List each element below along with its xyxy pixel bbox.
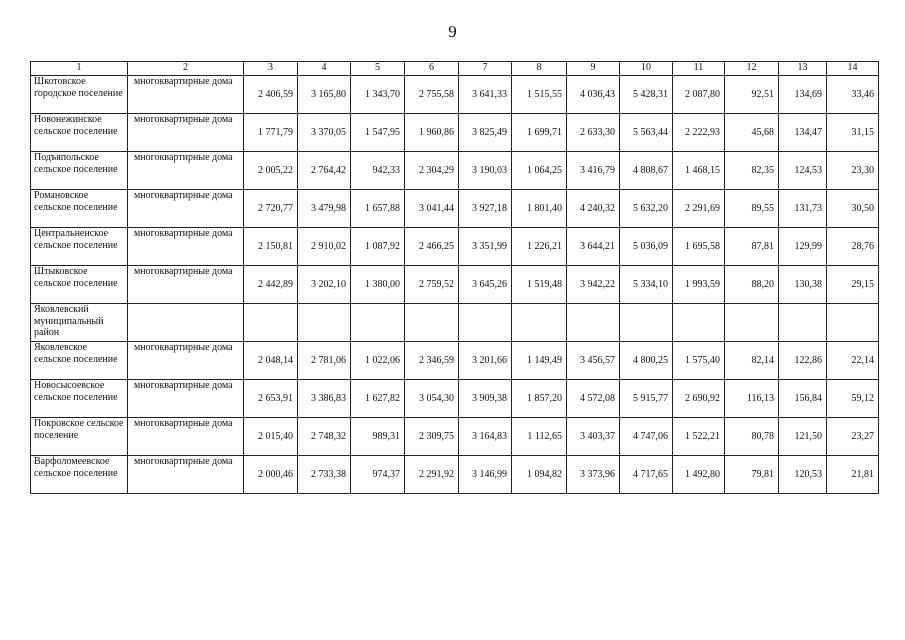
value-cell-col-6	[405, 304, 459, 342]
settlement-name: Яковлевское сельское поселение	[31, 342, 128, 380]
value-cell-col-10: 4 747,06	[620, 418, 673, 456]
column-header-1: 1	[31, 62, 128, 76]
column-header-12: 12	[725, 62, 779, 76]
value-cell-col-12: 82,35	[725, 152, 779, 190]
value-cell-col-14	[827, 304, 879, 342]
table-row	[31, 304, 879, 342]
value-cell-col-4: 2 733,38	[298, 456, 351, 494]
value-cell-col-9: 3 644,21	[567, 228, 620, 266]
value-cell-col-9: 4 036,43	[567, 76, 620, 114]
value-cell-col-14: 23,30	[827, 152, 879, 190]
table-row	[31, 228, 879, 266]
value-cell-col-10: 5 915,77	[620, 380, 673, 418]
housing-type	[128, 304, 244, 342]
settlement-name: Подъяпольское сельское поселение	[31, 152, 128, 190]
column-header-11: 11	[673, 62, 725, 76]
value-cell-col-4: 2 910,02	[298, 228, 351, 266]
value-cell-col-14: 22,14	[827, 342, 879, 380]
value-cell-col-9: 3 456,57	[567, 342, 620, 380]
value-cell-col-8: 1 801,40	[512, 190, 567, 228]
value-cell-col-14: 29,15	[827, 266, 879, 304]
value-cell-col-5: 974,37	[351, 456, 405, 494]
value-cell-col-10: 5 632,20	[620, 190, 673, 228]
value-cell-col-4: 2 764,42	[298, 152, 351, 190]
value-cell-col-11: 1 468,15	[673, 152, 725, 190]
value-cell-col-6: 1 960,86	[405, 114, 459, 152]
value-cell-col-5: 1 657,88	[351, 190, 405, 228]
value-cell-col-13: 134,69	[779, 76, 827, 114]
settlement-name: Новосысоевское сельское поселение	[31, 380, 128, 418]
table-row	[31, 418, 879, 456]
value-cell-col-9: 2 633,30	[567, 114, 620, 152]
page-number: 9	[448, 22, 457, 41]
value-cell-col-5: 1 627,82	[351, 380, 405, 418]
value-cell-col-9: 3 373,96	[567, 456, 620, 494]
value-cell-col-13	[779, 304, 827, 342]
value-cell-col-12: 89,55	[725, 190, 779, 228]
value-cell-col-9	[567, 304, 620, 342]
value-cell-col-4: 3 370,05	[298, 114, 351, 152]
value-cell-col-4	[298, 304, 351, 342]
value-cell-col-5: 989,31	[351, 418, 405, 456]
housing-type: многоквартирные дома	[128, 418, 244, 456]
settlement-name: Покровское сельское поселение	[31, 418, 128, 456]
value-cell-col-4: 2 781,06	[298, 342, 351, 380]
value-cell-col-13: 129,99	[779, 228, 827, 266]
value-cell-col-13: 124,53	[779, 152, 827, 190]
value-cell-col-12: 80,78	[725, 418, 779, 456]
value-cell-col-6: 2 309,75	[405, 418, 459, 456]
value-cell-col-7: 3 927,18	[459, 190, 512, 228]
value-cell-col-14: 23,27	[827, 418, 879, 456]
housing-type: многоквартирные дома	[128, 228, 244, 266]
housing-type: многоквартирные дома	[128, 152, 244, 190]
housing-type: многоквартирные дома	[128, 342, 244, 380]
value-cell-col-12: 88,20	[725, 266, 779, 304]
value-cell-col-10: 4 800,25	[620, 342, 673, 380]
value-cell-col-6: 2 304,29	[405, 152, 459, 190]
housing-type: многоквартирные дома	[128, 190, 244, 228]
value-cell-col-4: 3 479,98	[298, 190, 351, 228]
value-cell-col-7: 3 645,26	[459, 266, 512, 304]
value-cell-col-11	[673, 304, 725, 342]
value-cell-col-6: 2 755,58	[405, 76, 459, 114]
value-cell-col-11: 1 575,40	[673, 342, 725, 380]
value-cell-col-9: 4 240,32	[567, 190, 620, 228]
value-cell-col-4: 3 386,83	[298, 380, 351, 418]
value-cell-col-4: 2 748,32	[298, 418, 351, 456]
value-cell-col-5: 1 547,95	[351, 114, 405, 152]
value-cell-col-10: 4 808,67	[620, 152, 673, 190]
value-cell-col-8: 1 094,82	[512, 456, 567, 494]
value-cell-col-5	[351, 304, 405, 342]
column-header-2: 2	[128, 62, 244, 76]
value-cell-col-6: 2 346,59	[405, 342, 459, 380]
value-cell-col-11: 2 291,69	[673, 190, 725, 228]
value-cell-col-10: 5 334,10	[620, 266, 673, 304]
value-cell-col-12: 92,51	[725, 76, 779, 114]
column-header-13: 13	[779, 62, 827, 76]
value-cell-col-7: 3 351,99	[459, 228, 512, 266]
settlement-name: Шкотовское городское поселение	[31, 76, 128, 114]
value-cell-col-8: 1 149,49	[512, 342, 567, 380]
column-header-9: 9	[567, 62, 620, 76]
tariff-table	[30, 61, 879, 494]
column-header-8: 8	[512, 62, 567, 76]
value-cell-col-13: 156,84	[779, 380, 827, 418]
housing-type: многоквартирные дома	[128, 380, 244, 418]
value-cell-col-11: 2 087,80	[673, 76, 725, 114]
value-cell-col-13: 131,73	[779, 190, 827, 228]
housing-type: многоквартирные дома	[128, 114, 244, 152]
value-cell-col-4: 3 202,10	[298, 266, 351, 304]
column-header-6: 6	[405, 62, 459, 76]
value-cell-col-8	[512, 304, 567, 342]
housing-type: многоквартирные дома	[128, 266, 244, 304]
value-cell-col-7: 3 909,38	[459, 380, 512, 418]
value-cell-col-7: 3 164,83	[459, 418, 512, 456]
value-cell-col-3: 2 150,81	[244, 228, 298, 266]
value-cell-col-3: 2 653,91	[244, 380, 298, 418]
column-header-14: 14	[827, 62, 879, 76]
value-cell-col-3: 2 005,22	[244, 152, 298, 190]
value-cell-col-8: 1 226,21	[512, 228, 567, 266]
column-header-3: 3	[244, 62, 298, 76]
table-row	[31, 380, 879, 418]
value-cell-col-4: 3 165,80	[298, 76, 351, 114]
value-cell-col-10: 5 563,44	[620, 114, 673, 152]
value-cell-col-6: 2 759,52	[405, 266, 459, 304]
housing-type: многоквартирные дома	[128, 76, 244, 114]
value-cell-col-10	[620, 304, 673, 342]
value-cell-col-12: 79,81	[725, 456, 779, 494]
value-cell-col-10: 5 036,09	[620, 228, 673, 266]
value-cell-col-11: 1 695,58	[673, 228, 725, 266]
value-cell-col-13: 121,50	[779, 418, 827, 456]
value-cell-col-13: 122,86	[779, 342, 827, 380]
value-cell-col-5: 1 087,92	[351, 228, 405, 266]
value-cell-col-11: 1 993,59	[673, 266, 725, 304]
value-cell-col-14: 59,12	[827, 380, 879, 418]
value-cell-col-12: 87,81	[725, 228, 779, 266]
value-cell-col-14: 28,76	[827, 228, 879, 266]
value-cell-col-11: 2 690,92	[673, 380, 725, 418]
value-cell-col-9: 4 572,08	[567, 380, 620, 418]
value-cell-col-3: 2 000,46	[244, 456, 298, 494]
value-cell-col-6: 3 041,44	[405, 190, 459, 228]
value-cell-col-7: 3 641,33	[459, 76, 512, 114]
value-cell-col-13: 120,53	[779, 456, 827, 494]
value-cell-col-3: 2 442,89	[244, 266, 298, 304]
value-cell-col-3	[244, 304, 298, 342]
value-cell-col-3: 1 771,79	[244, 114, 298, 152]
column-header-4: 4	[298, 62, 351, 76]
settlement-name: Яковлевский муниципальный район	[31, 304, 128, 342]
value-cell-col-14: 33,46	[827, 76, 879, 114]
value-cell-col-12: 116,13	[725, 380, 779, 418]
settlement-name: Новонежинское сельское поселение	[31, 114, 128, 152]
value-cell-col-12: 45,68	[725, 114, 779, 152]
value-cell-col-7: 3 190,03	[459, 152, 512, 190]
value-cell-col-6: 2 466,25	[405, 228, 459, 266]
table-row	[31, 190, 879, 228]
value-cell-col-7	[459, 304, 512, 342]
value-cell-col-3: 2 048,14	[244, 342, 298, 380]
value-cell-col-3: 2 720,77	[244, 190, 298, 228]
table-row	[31, 114, 879, 152]
value-cell-col-10: 4 717,65	[620, 456, 673, 494]
value-cell-col-12	[725, 304, 779, 342]
value-cell-col-9: 3 403,37	[567, 418, 620, 456]
value-cell-col-3: 2 406,59	[244, 76, 298, 114]
value-cell-col-13: 130,38	[779, 266, 827, 304]
table-row	[31, 456, 879, 494]
value-cell-col-5: 1 380,00	[351, 266, 405, 304]
column-header-7: 7	[459, 62, 512, 76]
value-cell-col-3: 2 015,40	[244, 418, 298, 456]
settlement-name: Варфоломеевское сельское поселение	[31, 456, 128, 494]
value-cell-col-10: 5 428,31	[620, 76, 673, 114]
housing-type: многоквартирные дома	[128, 456, 244, 494]
table-row	[31, 152, 879, 190]
value-cell-col-5: 1 022,06	[351, 342, 405, 380]
value-cell-col-6: 3 054,30	[405, 380, 459, 418]
value-cell-col-14: 31,15	[827, 114, 879, 152]
value-cell-col-8: 1 857,20	[512, 380, 567, 418]
settlement-name: Центральненское сельское поселение	[31, 228, 128, 266]
table-row	[31, 76, 879, 114]
value-cell-col-14: 21,81	[827, 456, 879, 494]
value-cell-col-7: 3 201,66	[459, 342, 512, 380]
column-header-5: 5	[351, 62, 405, 76]
value-cell-col-8: 1 064,25	[512, 152, 567, 190]
value-cell-col-6: 2 291,92	[405, 456, 459, 494]
value-cell-col-9: 3 942,22	[567, 266, 620, 304]
value-cell-col-11: 1 492,80	[673, 456, 725, 494]
table-row	[31, 342, 879, 380]
value-cell-col-14: 30,50	[827, 190, 879, 228]
value-cell-col-8: 1 515,55	[512, 76, 567, 114]
value-cell-col-11: 2 222,93	[673, 114, 725, 152]
value-cell-col-9: 3 416,79	[567, 152, 620, 190]
column-header-10: 10	[620, 62, 673, 76]
value-cell-col-13: 134,47	[779, 114, 827, 152]
value-cell-col-5: 942,33	[351, 152, 405, 190]
value-cell-col-11: 1 522,21	[673, 418, 725, 456]
value-cell-col-12: 82,14	[725, 342, 779, 380]
value-cell-col-8: 1 519,48	[512, 266, 567, 304]
value-cell-col-8: 1 112,65	[512, 418, 567, 456]
settlement-name: Романовское сельское поселение	[31, 190, 128, 228]
table-row	[31, 266, 879, 304]
value-cell-col-8: 1 699,71	[512, 114, 567, 152]
value-cell-col-7: 3 825,49	[459, 114, 512, 152]
value-cell-col-5: 1 343,70	[351, 76, 405, 114]
settlement-name: Штыковское сельское поселение	[31, 266, 128, 304]
value-cell-col-7: 3 146,99	[459, 456, 512, 494]
header-row	[31, 62, 879, 76]
